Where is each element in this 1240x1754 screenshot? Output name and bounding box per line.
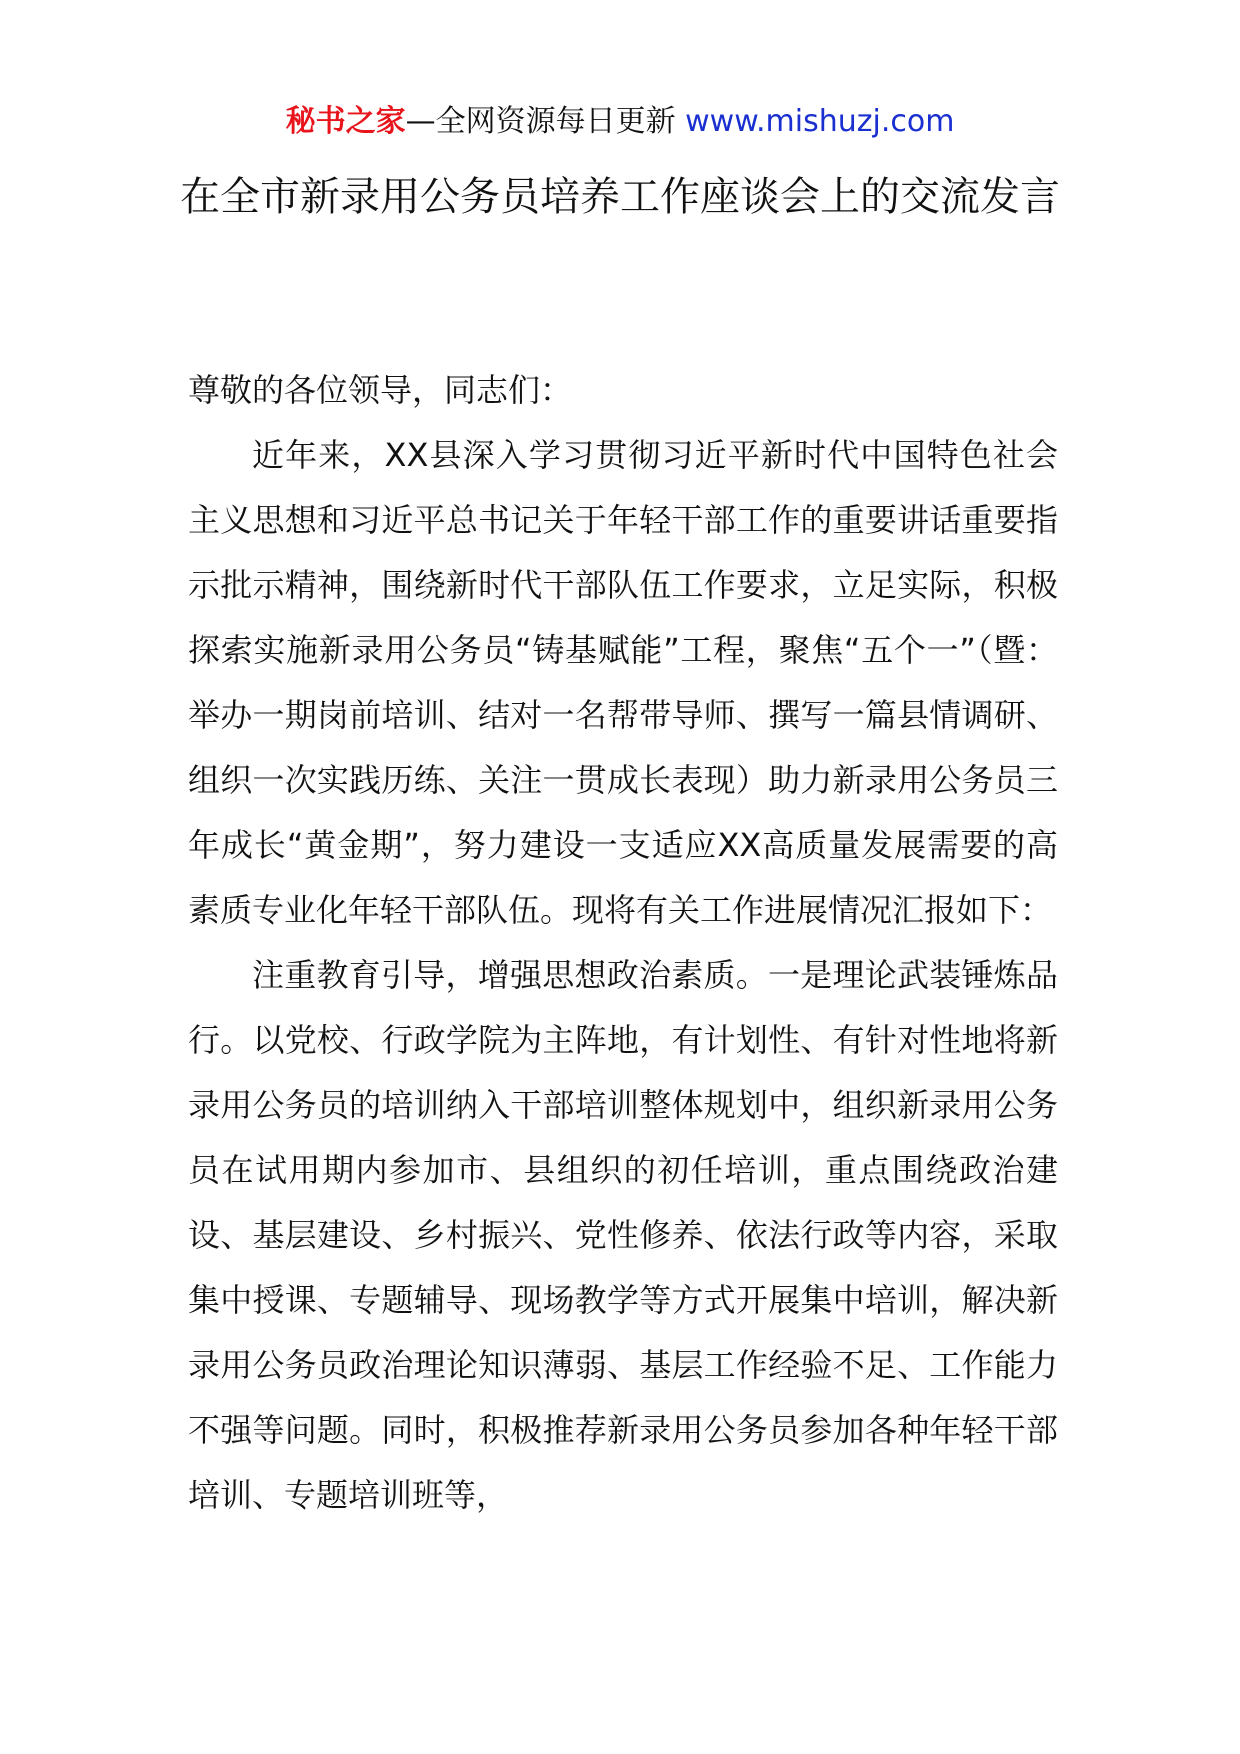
document-title: 在全市新录用公务员培养工作座谈会上的交流发言 [180, 174, 1060, 220]
header-slogan: —全网资源每日更新 [405, 104, 686, 139]
paragraph: 注重教育引导，增强思想政治素质。一是理论武装锤炼品行。以党校、行政学院为主阵地，有计划性、有针对性地将新录用公务员的培训纳入干部培训整体规划中，组织新录用公务员在试用期内参加市、县组织的初任培训，重点围绕政治建设、基层建设、乡村振兴、党性修养、依法行政等内容，采取集中授课、专题辅导、现场教学等方式开展集中培训，解决新录用公务员政治理论知识薄弱、基层工作经验不足、工作能力不强等问题。同时，积极推荐新录用公务员参加各种年轻干部培训、专题培训班等， [188, 956, 1058, 1514]
brand-name: 秘书之家 [285, 104, 406, 139]
document-body [188, 358, 1058, 1528]
source-header [0, 102, 1240, 142]
salutation: 尊敬的各位领导，同志们： [188, 371, 573, 409]
website-link[interactable]: www.mishuzj.com [685, 104, 955, 139]
paragraph: 近年来，XX县深入学习贯彻习近平新时代中国特色社会主义思想和习近平总书记关于年轻干部工作的重要讲话重要指示批示精神，围绕新时代干部队伍工作要求，立足实际，积极探索实施新录用公务员“铸基赋能”工程，聚焦“五个一”（暨：举办一期岗前培训、结对一名帮带导师、撰写一篇县情调研、组织一次实践历练、关注一贯成长表现）助力新录用公务员三年成长“黄金期”，努力建设一支适应XX高质量发展需要的高素质专业化年轻干部队伍。现将有关工作进展情况汇报如下： [188, 436, 1058, 929]
